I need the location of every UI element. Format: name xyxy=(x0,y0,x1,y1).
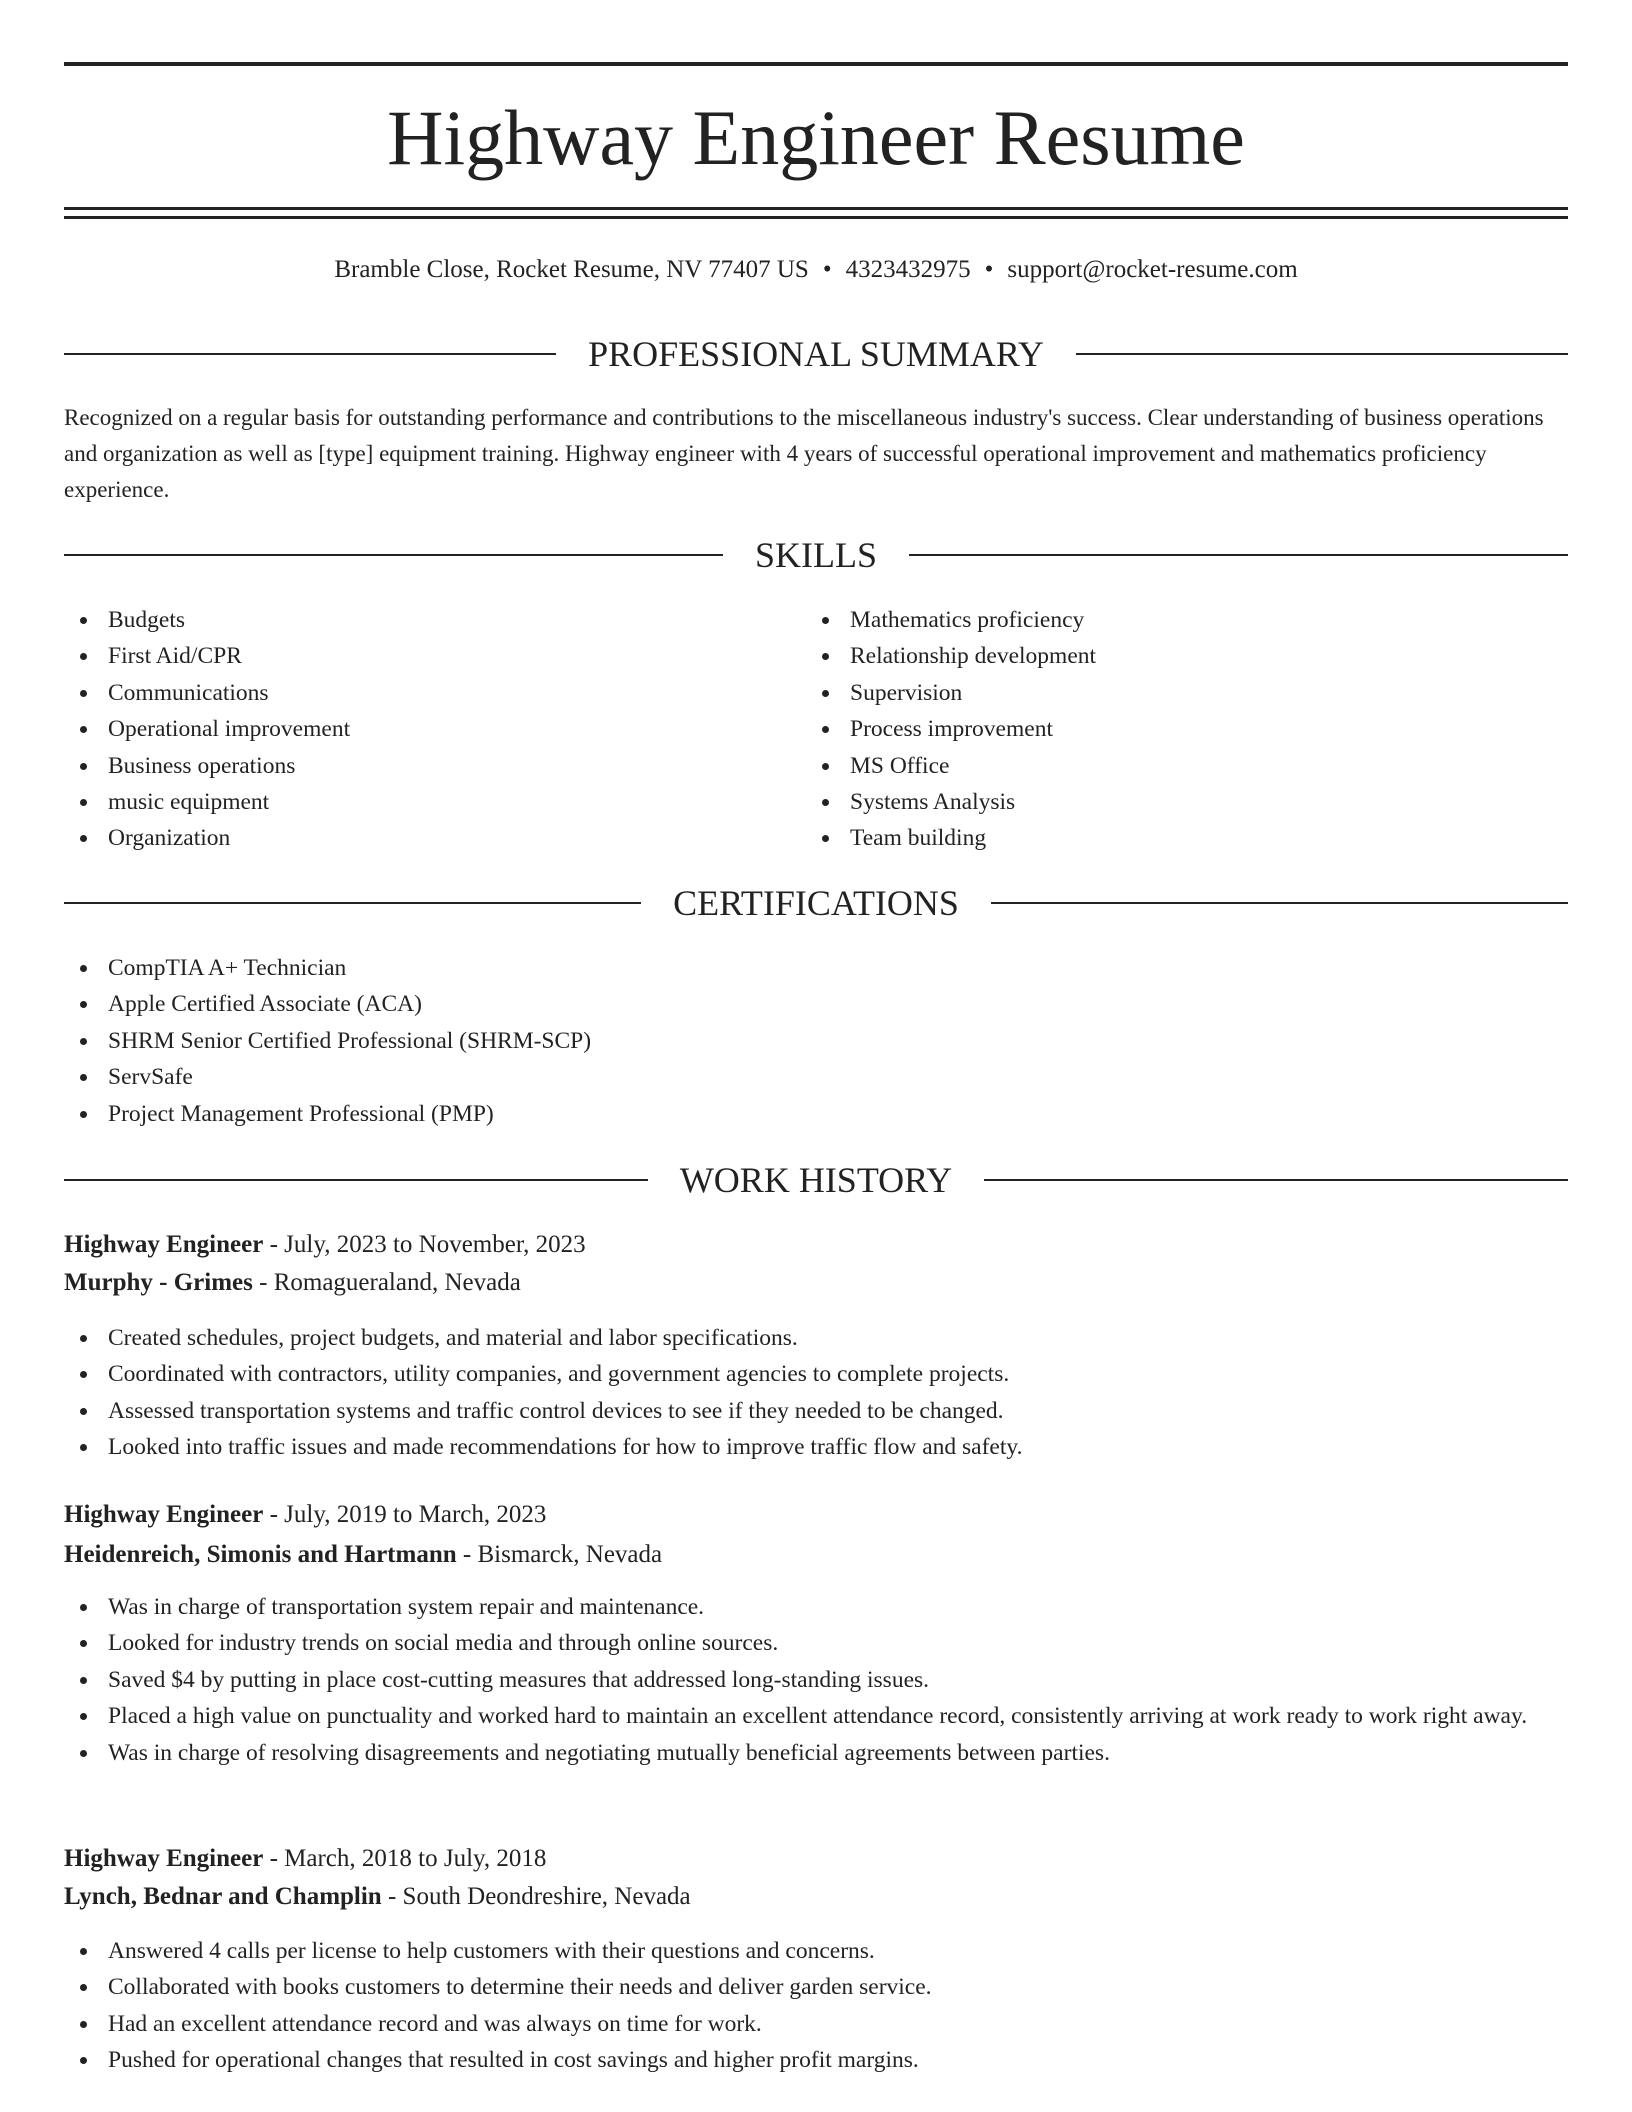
skill-item: MS Office xyxy=(806,748,1568,784)
section-heading-work-history xyxy=(64,1160,1568,1200)
job-bullet: Created schedules, project budgets, and material and labor specifications. xyxy=(64,1320,1568,1356)
job-bullets xyxy=(64,1589,1568,1771)
contact-separator: • xyxy=(984,256,994,283)
skill-item: Organization xyxy=(64,820,804,856)
certification-item: CompTIA A+ Technician xyxy=(64,950,1568,986)
skill-item: Relationship development xyxy=(806,638,1568,674)
skill-item: Budgets xyxy=(64,602,804,638)
skill-item: Operational improvement xyxy=(64,711,804,747)
skills-list-right xyxy=(806,602,1568,857)
job-bullet: Pushed for operational changes that resulted in cost savings and higher profit margins. xyxy=(64,2042,1568,2078)
section-heading-certifications xyxy=(64,883,1568,923)
job-company: Murphy - Grimes xyxy=(64,1269,253,1296)
section-heading-skills xyxy=(64,535,1568,575)
skill-item: Communications xyxy=(64,675,804,711)
job-company-line xyxy=(64,1264,1568,1302)
skill-item: Team building xyxy=(806,820,1568,856)
job-dates: - March, 2018 to July, 2018 xyxy=(263,1845,547,1872)
job-dates: - July, 2023 to November, 2023 xyxy=(263,1231,586,1258)
job-bullet: Was in charge of transportation system repair and maintenance. xyxy=(64,1589,1568,1625)
job-bullet: Assessed transportation systems and traffic control devices to see if they needed to be changed. xyxy=(64,1393,1568,1429)
certification-item: Apple Certified Associate (ACA) xyxy=(64,986,1568,1022)
section-title: PROFESSIONAL SUMMARY xyxy=(588,334,1044,374)
skill-item: Supervision xyxy=(806,675,1568,711)
skill-item: First Aid/CPR xyxy=(64,638,804,674)
job-location: - Romagueraland, Nevada xyxy=(252,1269,521,1296)
contact-separator: • xyxy=(822,256,832,283)
certification-item: Project Management Professional (PMP) xyxy=(64,1096,1568,1132)
job-title-line xyxy=(64,1226,1568,1264)
job-title: Highway Engineer xyxy=(64,1501,264,1528)
section-heading-summary xyxy=(64,334,1568,374)
contact-line xyxy=(64,253,1568,287)
job-company: Lynch, Bednar and Champlin xyxy=(64,1883,382,1910)
job-location: - Bismarck, Nevada xyxy=(456,1541,663,1568)
heading-rule xyxy=(64,353,556,355)
job-bullet: Looked for industry trends on social media and through online sources. xyxy=(64,1625,1568,1661)
job-title-line xyxy=(64,1840,1568,1878)
job-bullets xyxy=(64,1933,1568,2079)
job-title-line xyxy=(64,1496,1568,1534)
section-title: WORK HISTORY xyxy=(679,1160,953,1200)
job-bullet: Coordinated with contractors, utility companies, and government agencies to complete projects. xyxy=(64,1356,1568,1392)
job-bullet: Placed a high value on punctuality and worked hard to maintain an excellent attendance record, consistently arriving at work ready to work right away. xyxy=(64,1698,1568,1734)
heading-rule xyxy=(64,902,641,904)
job-company-line xyxy=(64,1536,1568,1574)
heading-rule xyxy=(64,554,723,556)
skill-item: Process improvement xyxy=(806,711,1568,747)
section-title: SKILLS xyxy=(755,535,878,575)
heading-rule xyxy=(984,1179,1568,1181)
certifications-list xyxy=(64,950,1568,1132)
heading-rule xyxy=(64,1179,648,1181)
heading-rule xyxy=(991,902,1568,904)
skills-list-left xyxy=(64,602,804,857)
top-rule xyxy=(64,62,1568,66)
contact-address: Bramble Close, Rocket Resume, NV 77407 US xyxy=(334,256,809,283)
section-title: CERTIFICATIONS xyxy=(673,883,959,923)
summary-text: Recognized on a regular basis for outstanding performance and contributions to the miscellaneous industry's success. Clear understanding of business operations and organization as well as [type] equipment training. Highway engineer with 4 years of successful operational improvement and mathematics proficiency experience. xyxy=(64,405,1544,502)
job-bullet: Had an excellent attendance record and was always on time for work. xyxy=(64,2006,1568,2042)
job-bullet: Was in charge of resolving disagreements and negotiating mutually beneficial agreements between parties. xyxy=(64,1735,1568,1771)
title-rule-lower xyxy=(64,216,1568,219)
skill-item: Business operations xyxy=(64,748,804,784)
job-bullet: Collaborated with books customers to determine their needs and deliver garden service. xyxy=(64,1969,1568,2005)
job-company-line xyxy=(64,1878,1568,1916)
skill-item: Mathematics proficiency xyxy=(806,602,1568,638)
resume-title: Highway Engineer Resume xyxy=(387,94,1245,181)
job-bullets xyxy=(64,1320,1568,1466)
contact-phone: 4323432975 xyxy=(845,256,971,283)
skill-item: Systems Analysis xyxy=(806,784,1568,820)
skill-item: music equipment xyxy=(64,784,804,820)
certification-item: ServSafe xyxy=(64,1059,1568,1095)
title-rule-upper xyxy=(64,207,1568,210)
certification-item: SHRM Senior Certified Professional (SHRM-SCP) xyxy=(64,1023,1568,1059)
job-company: Heidenreich, Simonis and Hartmann xyxy=(64,1541,457,1568)
heading-rule xyxy=(909,554,1568,556)
job-title: Highway Engineer xyxy=(64,1845,264,1872)
job-bullet: Looked into traffic issues and made recommendations for how to improve traffic flow and safety. xyxy=(64,1429,1568,1465)
job-bullet: Saved $4 by putting in place cost-cutting measures that addressed long-standing issues. xyxy=(64,1662,1568,1698)
job-dates: - July, 2019 to March, 2023 xyxy=(263,1501,547,1528)
job-location: - South Deondreshire, Nevada xyxy=(381,1883,691,1910)
heading-rule xyxy=(1076,353,1568,355)
contact-email: support@rocket-resume.com xyxy=(1007,256,1298,283)
job-bullet: Answered 4 calls per license to help customers with their questions and concerns. xyxy=(64,1933,1568,1969)
job-title: Highway Engineer xyxy=(64,1231,264,1258)
